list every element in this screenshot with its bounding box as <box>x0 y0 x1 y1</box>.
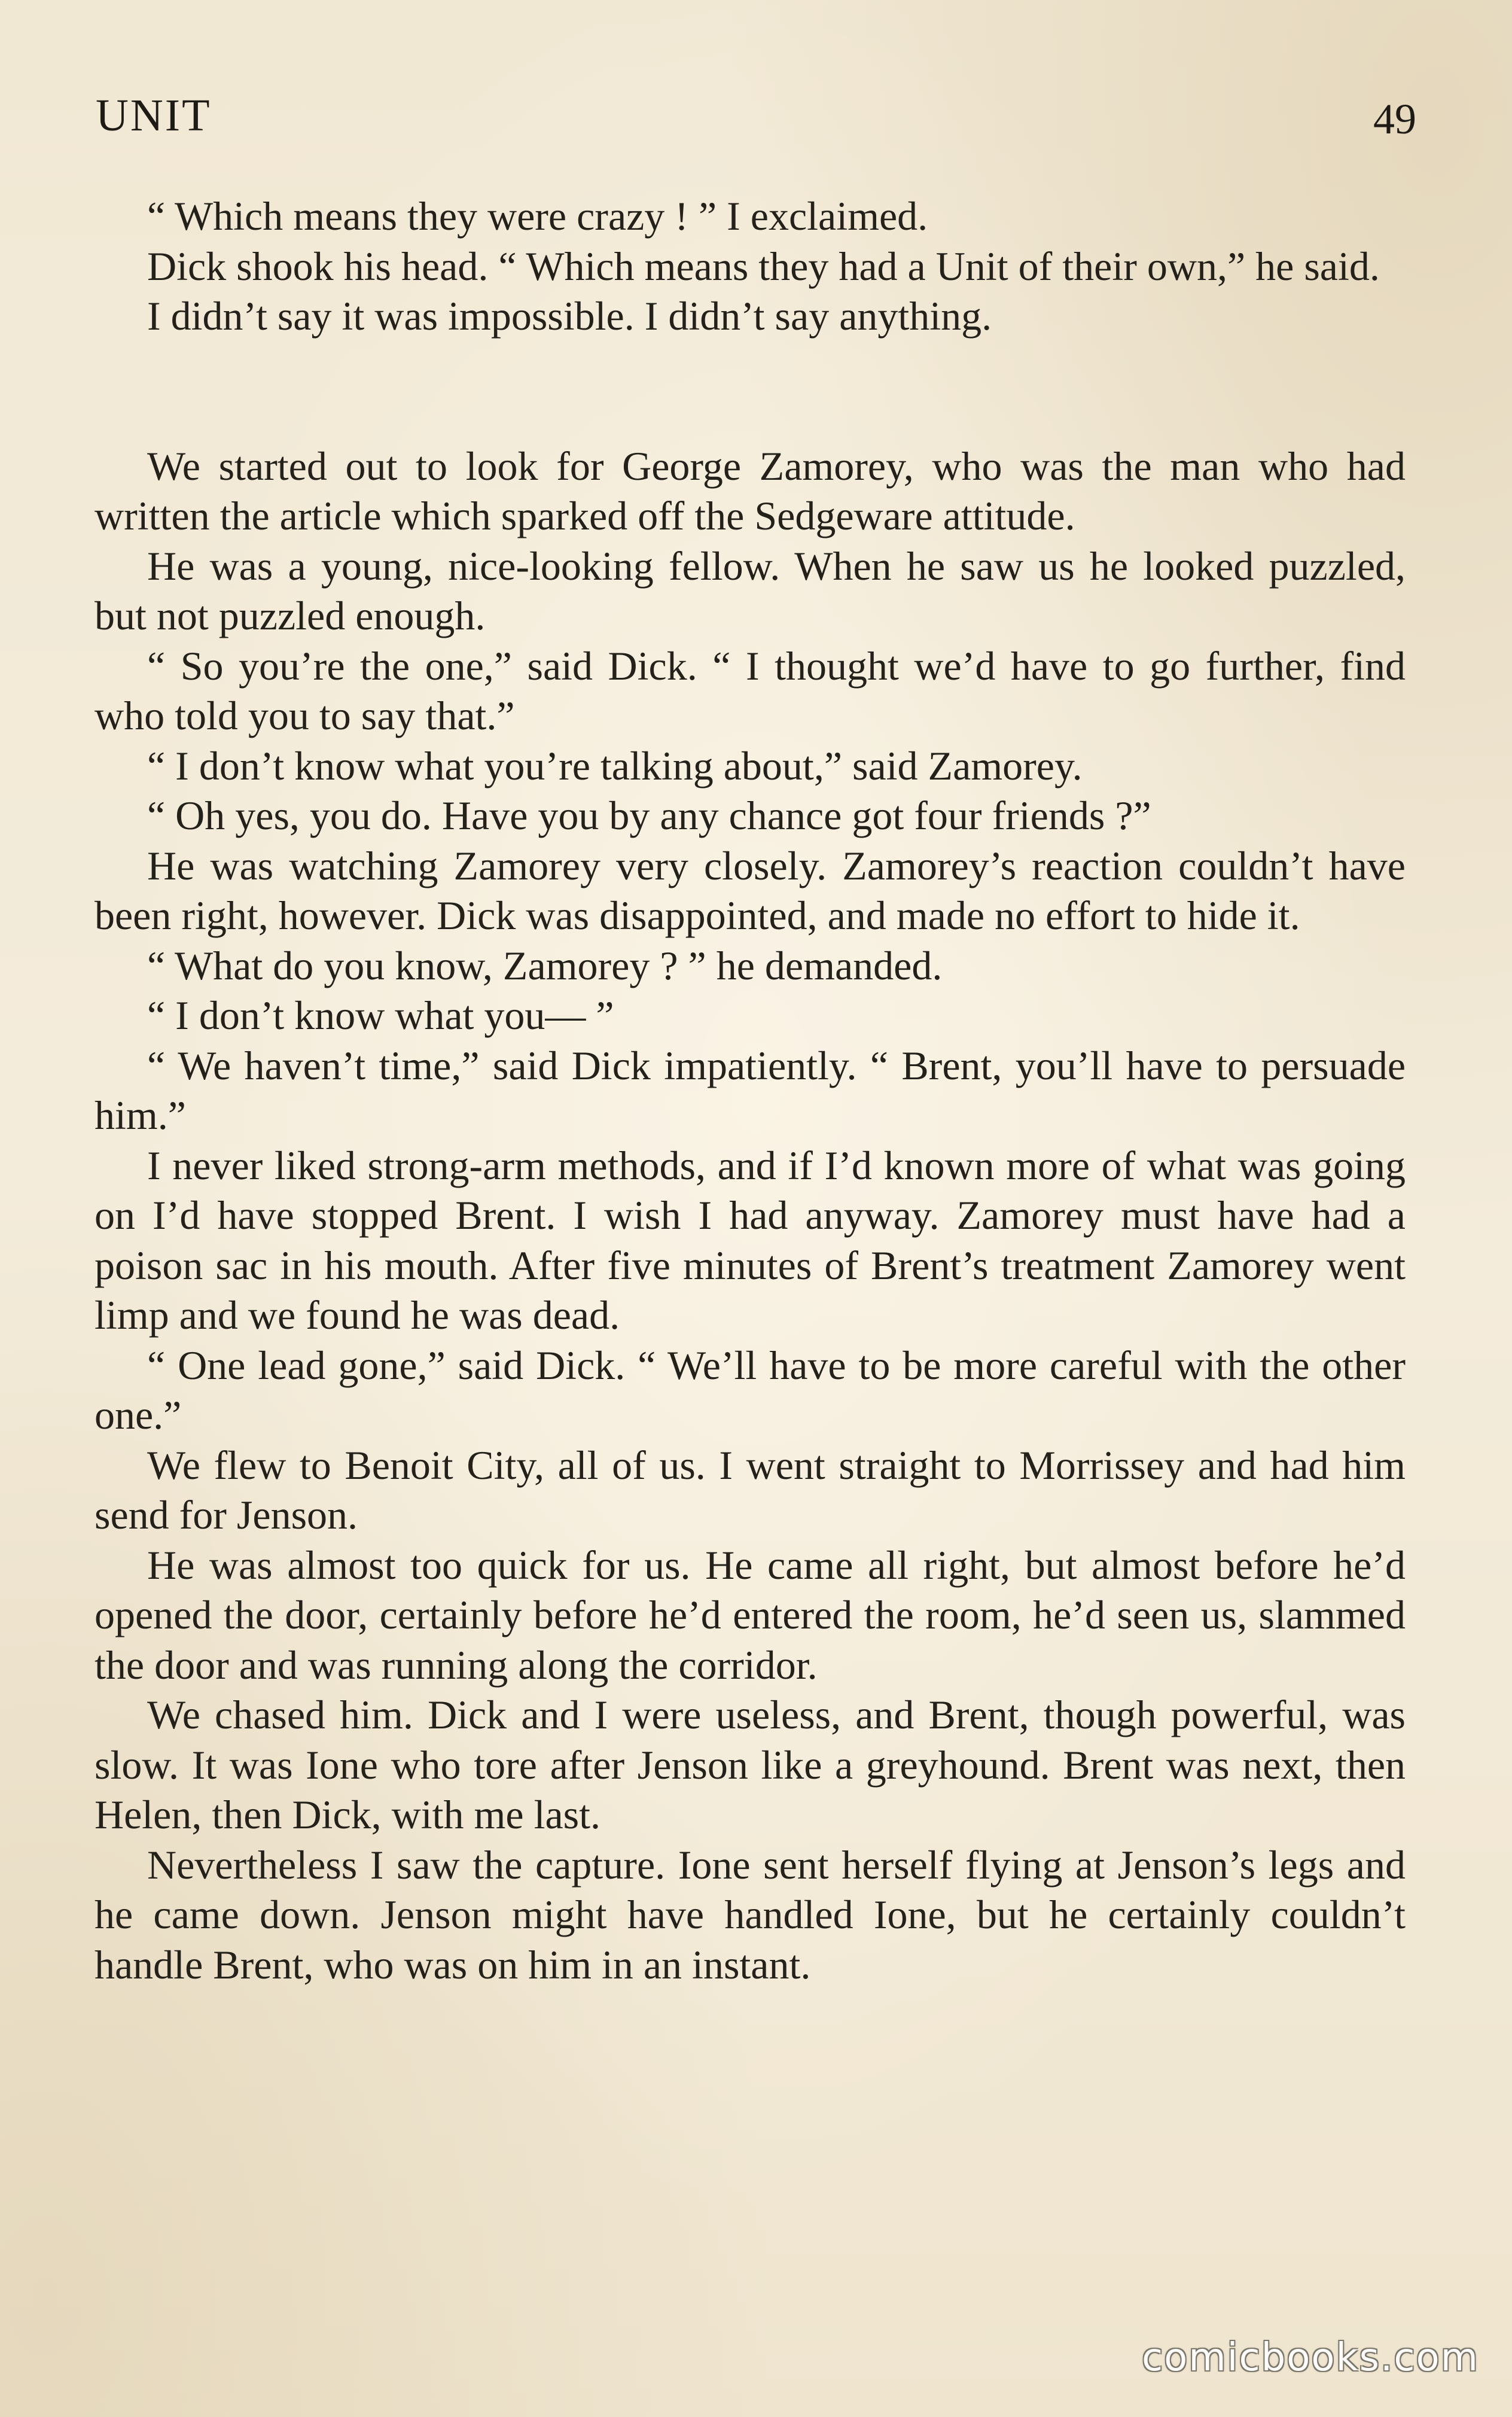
paragraph: “ So you’re the one,” said Dick. “ I thought we’d have to go further, find who told you to say that.” <box>94 643 1406 738</box>
running-head <box>96 90 1416 156</box>
paragraph: Dick shook his head. “ Which means they had a Unit of their own,” he said. <box>147 243 1380 289</box>
page-number: 49 <box>1373 95 1416 143</box>
paragraph: “ I don’t know what you— ” <box>147 993 614 1038</box>
paragraph: “ Which means they were crazy ! ” I exclaimed. <box>147 193 928 239</box>
paragraph: He was a young, nice-looking fellow. When he saw us he looked puzzled, but not puzzled enough. <box>94 543 1406 638</box>
paragraph: We started out to look for George Zamorey, who was the man who had written the article which sparked off the Sedgeware attitude. <box>94 443 1406 538</box>
running-head-title: UNIT <box>96 90 212 141</box>
paragraph: He was almost too quick for us. He came all right, but almost before he’d opened the door, certainly before he’d entered the room, he’d seen us, slammed the door and was running along the corridor. <box>94 1542 1406 1688</box>
body-text <box>94 191 1406 1990</box>
paragraph: Nevertheless I saw the capture. Ione sent herself flying at Jenson’s legs and he came down. Jenson might have handled Ione, but he certainly couldn’t handle Brent, who was on him in an instant. <box>94 1841 1406 1987</box>
paragraph: We flew to Benoit City, all of us. I went straight to Morrissey and had him send for Jenson. <box>94 1442 1406 1538</box>
paragraph: He was watching Zamorey very closely. Zamorey’s reaction couldn’t have been right, however. Dick was disappointed, and made no effort to hide it. <box>94 842 1406 938</box>
section-break <box>94 342 1406 442</box>
paragraph: I never liked strong-arm methods, and if I’d known more of what was going on I’d have stopped Brent. I wish I had anyway. Zamorey must have had a poison sac in his mouth. After five minutes of Brent’s treatment Zamorey went limp and we found he was dead. <box>94 1142 1406 1338</box>
watermark: comicbooks.com <box>1141 2336 1479 2380</box>
paragraph: We chased him. Dick and I were useless, and Brent, though powerful, was slow. It was Ione who tore after Jenson like a greyhound. Brent was next, then Helen, then Dick, with me last. <box>94 1692 1406 1837</box>
paragraph: “ One lead gone,” said Dick. “ We’ll have to be more careful with the other one.” <box>94 1342 1406 1438</box>
paragraph: “ We haven’t time,” said Dick impatiently. “ Brent, you’ll have to persuade him.” <box>94 1042 1406 1138</box>
paragraph: I didn’t say it was impossible. I didn’t say anything. <box>147 293 992 339</box>
paragraph: “ Oh yes, you do. Have you by any chance got four friends ?” <box>147 793 1151 838</box>
paragraph: “ I don’t know what you’re talking about,” said Zamorey. <box>147 742 1083 789</box>
paragraph: “ What do you know, Zamorey ? ” he demanded. <box>147 942 943 988</box>
